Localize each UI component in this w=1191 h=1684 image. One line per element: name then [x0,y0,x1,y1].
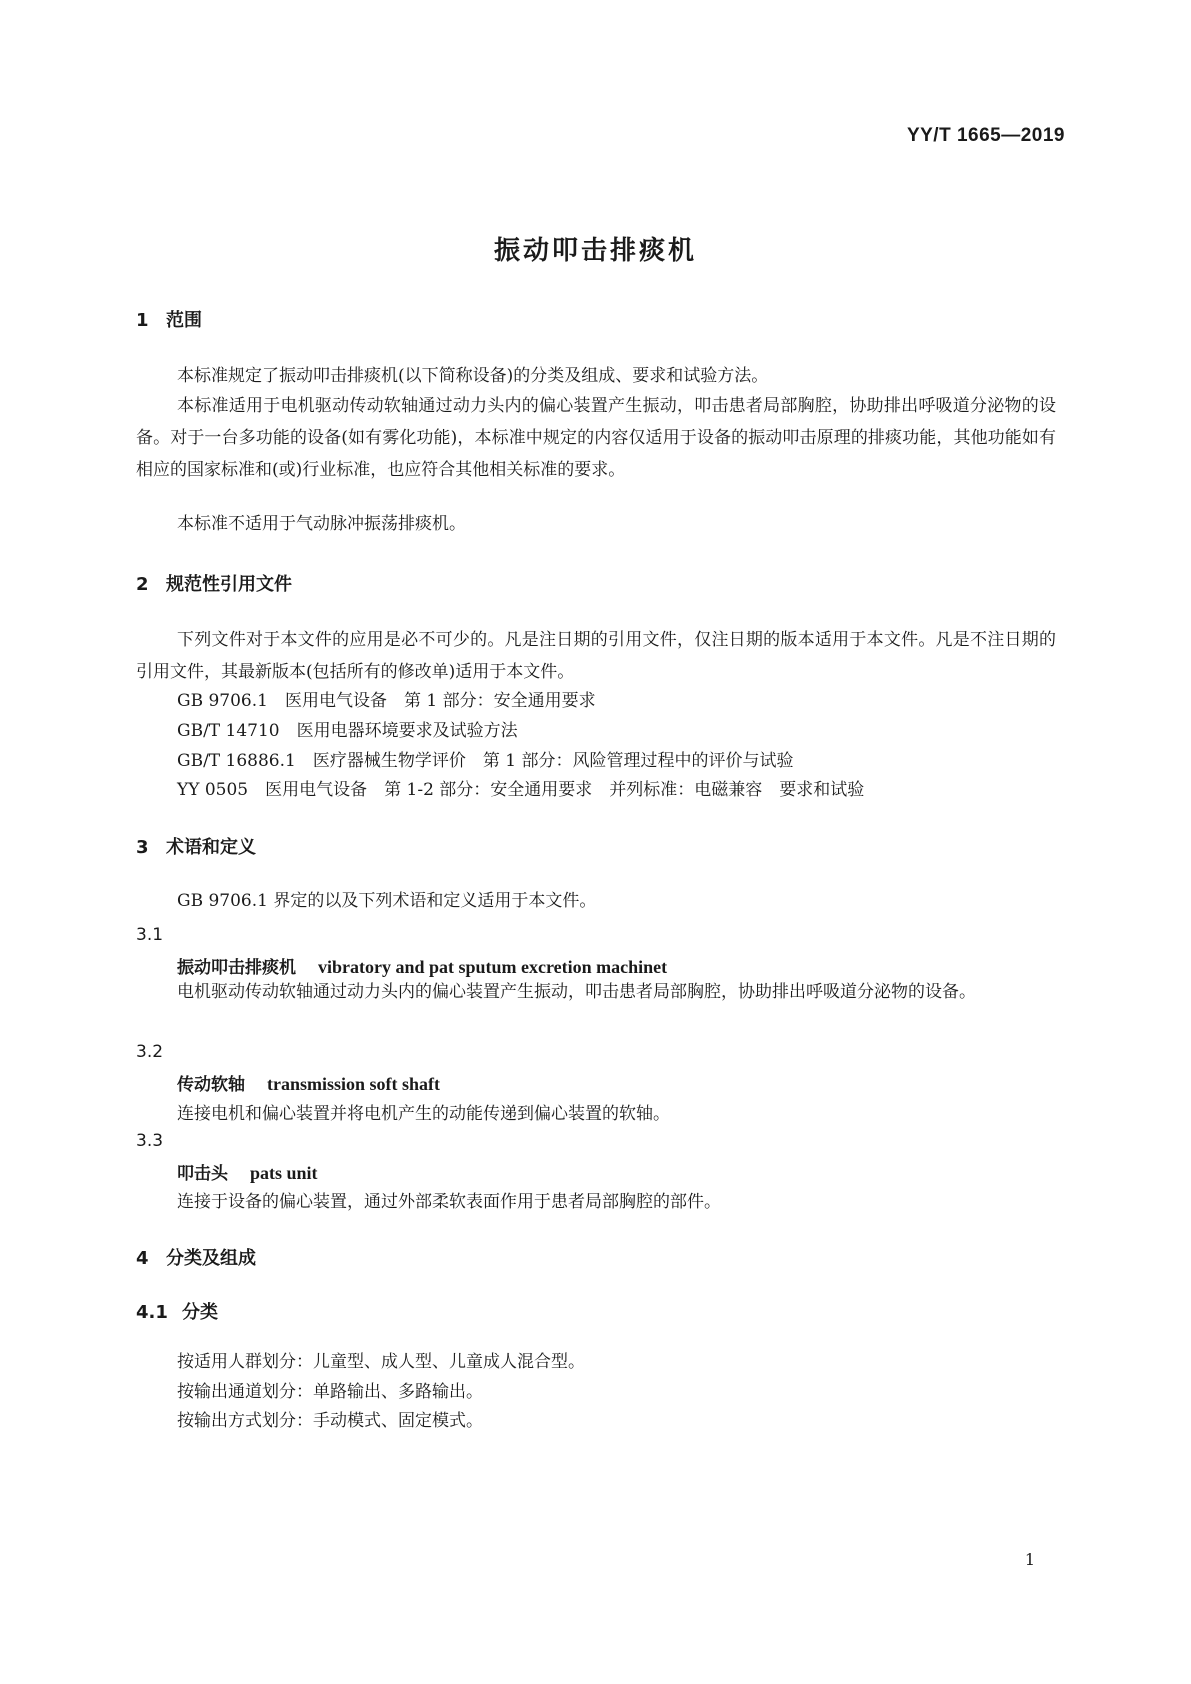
section-heading-4 [136,1244,256,1270]
section-heading-1 [136,306,202,332]
classification-item: 按输出方式划分：手动模式、固定模式。 [177,1411,483,1431]
section-number: 3 [136,837,149,858]
section-title: 分类及组成 [166,1248,256,1269]
term-definition: 连接于设备的偏心装置，通过外部柔软表面作用于患者局部胸腔的部件。 [177,1192,721,1212]
reference-item: GB/T 14710 医用电器环境要求及试验方法 [177,721,518,741]
term-heading [177,953,667,978]
term-definition: 连接电机和偏心装置并将电机产生的动能传递到偏心装置的软轴。 [177,1104,670,1124]
section-number: 2 [136,574,149,595]
paragraph: 本标准不适用于气动脉冲振荡排痰机。 [177,514,466,534]
term-heading [177,1070,440,1095]
term-number: 3.2 [136,1042,164,1062]
section-title: 规范性引用文件 [166,574,292,595]
section-heading-3 [136,833,256,859]
section-title: 术语和定义 [166,837,256,858]
standard-code: YY/T 1665—2019 [906,125,1065,146]
term-number: 3.1 [136,925,164,945]
classification-item: 按输出通道划分：单路输出、多路输出。 [177,1382,483,1402]
page-number: 1 [1024,1550,1035,1569]
term-en: vibratory and pat sputum excretion machinet [318,957,668,977]
reference-item: YY 0505 医用电气设备 第 1-2 部分：安全通用要求 并列标准：电磁兼容 要求和试验 [177,780,865,800]
paragraph: GB 9706.1 界定的以及下列术语和定义适用于本文件。 [177,891,597,911]
term-definition: 电机驱动传动软轴通过动力头内的偏心装置产生振动，叩击患者局部胸腔，协助排出呼吸道分泌物的设备。 [177,982,976,1002]
classification-item: 按适用人群划分：儿童型、成人型、儿童成人混合型。 [177,1352,585,1372]
term-zh: 振动叩击排痰机 [177,958,296,978]
term-heading [177,1159,318,1184]
document-title: 振动叩击排痰机 [493,236,697,266]
subsection-title: 分类 [182,1302,218,1323]
reference-item: GB 9706.1 医用电气设备 第 1 部分：安全通用要求 [177,691,596,711]
reference-item: GB/T 16886.1 医疗器械生物学评价 第 1 部分：风险管理过程中的评价与试验 [177,751,794,771]
paragraph: 下列文件对于本文件的应用是必不可少的。凡是注日期的引用文件，仅注日期的版本适用于本文件。凡是不注日期的引用文件，其最新版本(包括所有的修改单)适用于本文件。 [136,630,1056,682]
term-zh: 叩击头 [177,1164,228,1184]
term-zh: 传动软轴 [177,1075,245,1095]
subsection-number: 4.1 [136,1302,168,1323]
term-number: 3.3 [136,1131,164,1151]
section-heading-2 [136,570,292,596]
section-title: 范围 [166,310,202,331]
term-en: pats unit [250,1163,318,1183]
section-number: 1 [136,310,149,331]
paragraph: 本标准规定了振动叩击排痰机(以下简称设备)的分类及组成、要求和试验方法。 [177,366,769,386]
section-number: 4 [136,1248,149,1269]
paragraph: 本标准适用于电机驱动传动软轴通过动力头内的偏心装置产生振动，叩击患者局部胸腔，协助排出呼吸道分泌物的设备。对于一台多功能的设备(如有雾化功能)，本标准中规定的内容仅适用于设备的振动叩击原理的排痰功能，其他功能如有相应的国家标准和(或)行业标准，也应符合其他相关标准的要求。 [136,396,1056,480]
term-en: transmission soft shaft [267,1074,441,1094]
subsection-heading-4-1 [136,1298,218,1324]
